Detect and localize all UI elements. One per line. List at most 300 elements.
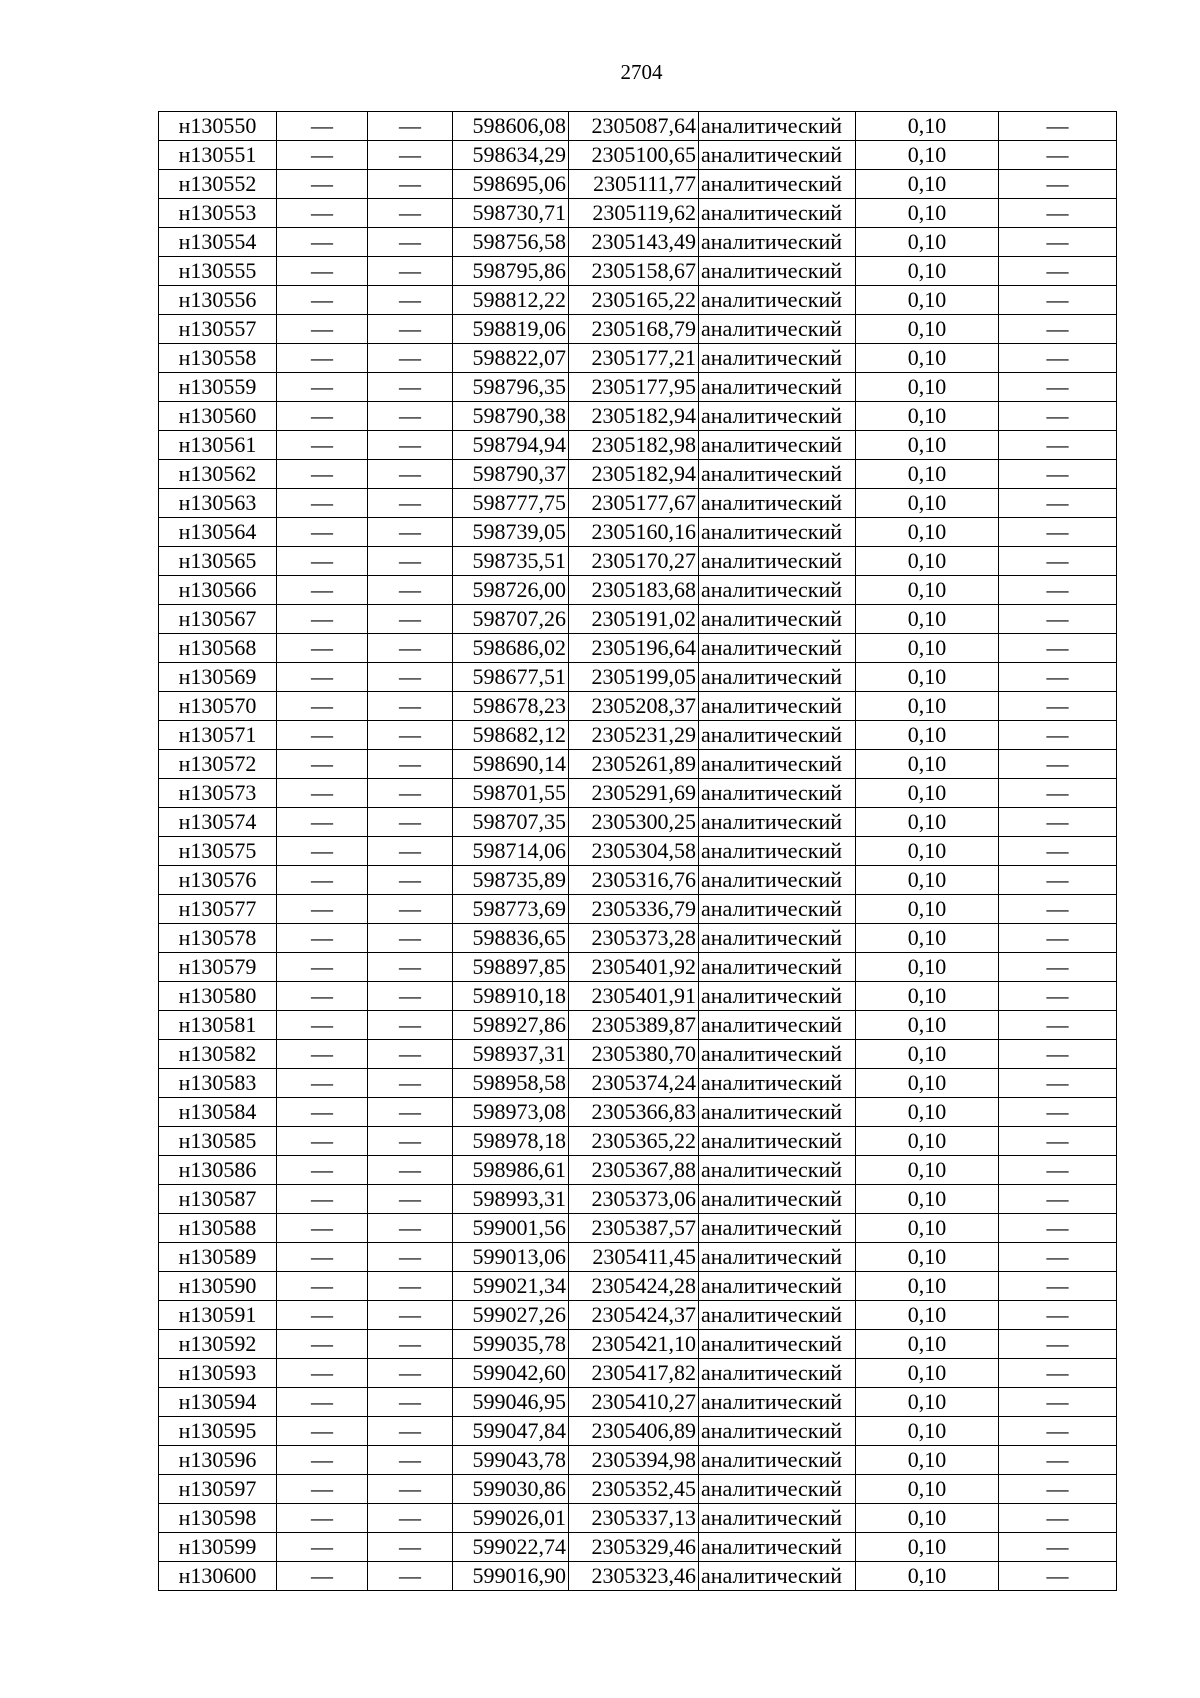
table-row bbox=[159, 518, 1117, 547]
dash-cell: — bbox=[277, 1504, 368, 1533]
method-cell: аналитический bbox=[699, 547, 856, 576]
point-name-cell: н130590 bbox=[159, 1272, 277, 1301]
accuracy-cell: 0,10 bbox=[856, 1533, 999, 1562]
method-cell: аналитический bbox=[699, 518, 856, 547]
point-name-cell: н130594 bbox=[159, 1388, 277, 1417]
dash-cell: — bbox=[368, 895, 453, 924]
dash-cell: — bbox=[999, 779, 1117, 808]
method-cell: аналитический bbox=[699, 634, 856, 663]
point-name-cell: н130580 bbox=[159, 982, 277, 1011]
dash-cell: — bbox=[277, 1040, 368, 1069]
dash-cell: — bbox=[368, 1040, 453, 1069]
y-coordinate-cell: 2305119,62 bbox=[569, 199, 699, 228]
dash-cell: — bbox=[999, 315, 1117, 344]
table-row bbox=[159, 1272, 1117, 1301]
accuracy-cell: 0,10 bbox=[856, 199, 999, 228]
dash-cell: — bbox=[277, 344, 368, 373]
table-row bbox=[159, 779, 1117, 808]
method-cell: аналитический bbox=[699, 286, 856, 315]
x-coordinate-cell: 598707,35 bbox=[453, 808, 569, 837]
method-cell: аналитический bbox=[699, 1156, 856, 1185]
x-coordinate-cell: 599047,84 bbox=[453, 1417, 569, 1446]
accuracy-cell: 0,10 bbox=[856, 373, 999, 402]
table-row bbox=[159, 866, 1117, 895]
accuracy-cell: 0,10 bbox=[856, 779, 999, 808]
dash-cell: — bbox=[999, 228, 1117, 257]
y-coordinate-cell: 2305365,22 bbox=[569, 1127, 699, 1156]
y-coordinate-cell: 2305300,25 bbox=[569, 808, 699, 837]
point-name-cell: н130565 bbox=[159, 547, 277, 576]
dash-cell: — bbox=[999, 721, 1117, 750]
accuracy-cell: 0,10 bbox=[856, 1243, 999, 1272]
point-name-cell: н130552 bbox=[159, 170, 277, 199]
y-coordinate-cell: 2305424,37 bbox=[569, 1301, 699, 1330]
point-name-cell: н130595 bbox=[159, 1417, 277, 1446]
accuracy-cell: 0,10 bbox=[856, 460, 999, 489]
table-row bbox=[159, 924, 1117, 953]
dash-cell: — bbox=[277, 1562, 368, 1591]
point-name-cell: н130582 bbox=[159, 1040, 277, 1069]
x-coordinate-cell: 599016,90 bbox=[453, 1562, 569, 1591]
y-coordinate-cell: 2305158,67 bbox=[569, 257, 699, 286]
y-coordinate-cell: 2305261,89 bbox=[569, 750, 699, 779]
method-cell: аналитический bbox=[699, 431, 856, 460]
x-coordinate-cell: 598686,02 bbox=[453, 634, 569, 663]
x-coordinate-cell: 598973,08 bbox=[453, 1098, 569, 1127]
table-row bbox=[159, 1069, 1117, 1098]
table-row bbox=[159, 1156, 1117, 1185]
point-name-cell: н130598 bbox=[159, 1504, 277, 1533]
dash-cell: — bbox=[999, 1011, 1117, 1040]
accuracy-cell: 0,10 bbox=[856, 1446, 999, 1475]
table-row bbox=[159, 228, 1117, 257]
dash-cell: — bbox=[277, 1475, 368, 1504]
point-name-cell: н130599 bbox=[159, 1533, 277, 1562]
dash-cell: — bbox=[277, 663, 368, 692]
dash-cell: — bbox=[368, 402, 453, 431]
x-coordinate-cell: 598812,22 bbox=[453, 286, 569, 315]
method-cell: аналитический bbox=[699, 663, 856, 692]
x-coordinate-cell: 599001,56 bbox=[453, 1214, 569, 1243]
point-name-cell: н130569 bbox=[159, 663, 277, 692]
dash-cell: — bbox=[999, 1330, 1117, 1359]
dash-cell: — bbox=[999, 808, 1117, 837]
dash-cell: — bbox=[277, 402, 368, 431]
dash-cell: — bbox=[999, 1098, 1117, 1127]
dash-cell: — bbox=[277, 1301, 368, 1330]
method-cell: аналитический bbox=[699, 779, 856, 808]
table-row bbox=[159, 199, 1117, 228]
y-coordinate-cell: 2305410,27 bbox=[569, 1388, 699, 1417]
dash-cell: — bbox=[999, 692, 1117, 721]
accuracy-cell: 0,10 bbox=[856, 1562, 999, 1591]
point-name-cell: н130583 bbox=[159, 1069, 277, 1098]
dash-cell: — bbox=[999, 1214, 1117, 1243]
method-cell: аналитический bbox=[699, 112, 856, 141]
accuracy-cell: 0,10 bbox=[856, 1214, 999, 1243]
accuracy-cell: 0,10 bbox=[856, 808, 999, 837]
x-coordinate-cell: 598714,06 bbox=[453, 837, 569, 866]
dash-cell: — bbox=[368, 1011, 453, 1040]
dash-cell: — bbox=[368, 112, 453, 141]
dash-cell: — bbox=[368, 141, 453, 170]
dash-cell: — bbox=[277, 1417, 368, 1446]
x-coordinate-cell: 598735,89 bbox=[453, 866, 569, 895]
dash-cell: — bbox=[999, 112, 1117, 141]
dash-cell: — bbox=[999, 953, 1117, 982]
y-coordinate-cell: 2305182,94 bbox=[569, 460, 699, 489]
point-name-cell: н130573 bbox=[159, 779, 277, 808]
y-coordinate-cell: 2305199,05 bbox=[569, 663, 699, 692]
point-name-cell: н130558 bbox=[159, 344, 277, 373]
x-coordinate-cell: 598707,26 bbox=[453, 605, 569, 634]
dash-cell: — bbox=[368, 1156, 453, 1185]
dash-cell: — bbox=[368, 1272, 453, 1301]
dash-cell: — bbox=[999, 373, 1117, 402]
x-coordinate-cell: 599022,74 bbox=[453, 1533, 569, 1562]
dash-cell: — bbox=[277, 199, 368, 228]
dash-cell: — bbox=[368, 1214, 453, 1243]
dash-cell: — bbox=[368, 634, 453, 663]
point-name-cell: н130570 bbox=[159, 692, 277, 721]
table-row bbox=[159, 1446, 1117, 1475]
point-name-cell: н130578 bbox=[159, 924, 277, 953]
dash-cell: — bbox=[999, 1127, 1117, 1156]
dash-cell: — bbox=[368, 1446, 453, 1475]
dash-cell: — bbox=[999, 489, 1117, 518]
dash-cell: — bbox=[277, 112, 368, 141]
dash-cell: — bbox=[277, 605, 368, 634]
dash-cell: — bbox=[368, 1504, 453, 1533]
accuracy-cell: 0,10 bbox=[856, 895, 999, 924]
dash-cell: — bbox=[368, 779, 453, 808]
dash-cell: — bbox=[999, 1272, 1117, 1301]
dash-cell: — bbox=[999, 1446, 1117, 1475]
method-cell: аналитический bbox=[699, 489, 856, 518]
point-name-cell: н130571 bbox=[159, 721, 277, 750]
point-name-cell: н130584 bbox=[159, 1098, 277, 1127]
x-coordinate-cell: 598756,58 bbox=[453, 228, 569, 257]
dash-cell: — bbox=[368, 315, 453, 344]
dash-cell: — bbox=[999, 1417, 1117, 1446]
point-name-cell: н130593 bbox=[159, 1359, 277, 1388]
dash-cell: — bbox=[999, 1562, 1117, 1591]
dash-cell: — bbox=[999, 1475, 1117, 1504]
accuracy-cell: 0,10 bbox=[856, 837, 999, 866]
dash-cell: — bbox=[368, 605, 453, 634]
dash-cell: — bbox=[368, 286, 453, 315]
y-coordinate-cell: 2305336,79 bbox=[569, 895, 699, 924]
dash-cell: — bbox=[999, 576, 1117, 605]
method-cell: аналитический bbox=[699, 373, 856, 402]
x-coordinate-cell: 598986,61 bbox=[453, 1156, 569, 1185]
table-row bbox=[159, 547, 1117, 576]
dash-cell: — bbox=[368, 257, 453, 286]
accuracy-cell: 0,10 bbox=[856, 1359, 999, 1388]
dash-cell: — bbox=[277, 1156, 368, 1185]
dash-cell: — bbox=[277, 1098, 368, 1127]
table-row bbox=[159, 576, 1117, 605]
method-cell: аналитический bbox=[699, 1040, 856, 1069]
accuracy-cell: 0,10 bbox=[856, 605, 999, 634]
table-row bbox=[159, 431, 1117, 460]
dash-cell: — bbox=[277, 953, 368, 982]
dash-cell: — bbox=[999, 257, 1117, 286]
table-row bbox=[159, 1098, 1117, 1127]
y-coordinate-cell: 2305087,64 bbox=[569, 112, 699, 141]
dash-cell: — bbox=[277, 1243, 368, 1272]
table-row bbox=[159, 1359, 1117, 1388]
accuracy-cell: 0,10 bbox=[856, 1301, 999, 1330]
dash-cell: — bbox=[277, 518, 368, 547]
x-coordinate-cell: 599043,78 bbox=[453, 1446, 569, 1475]
dash-cell: — bbox=[999, 518, 1117, 547]
method-cell: аналитический bbox=[699, 460, 856, 489]
y-coordinate-cell: 2305196,64 bbox=[569, 634, 699, 663]
table-row bbox=[159, 112, 1117, 141]
y-coordinate-cell: 2305182,98 bbox=[569, 431, 699, 460]
table-row bbox=[159, 315, 1117, 344]
dash-cell: — bbox=[277, 1069, 368, 1098]
dash-cell: — bbox=[368, 199, 453, 228]
y-coordinate-cell: 2305373,28 bbox=[569, 924, 699, 953]
dash-cell: — bbox=[368, 1359, 453, 1388]
point-name-cell: н130564 bbox=[159, 518, 277, 547]
dash-cell: — bbox=[999, 141, 1117, 170]
x-coordinate-cell: 599021,34 bbox=[453, 1272, 569, 1301]
table-row bbox=[159, 286, 1117, 315]
table-row bbox=[159, 1417, 1117, 1446]
dash-cell: — bbox=[999, 460, 1117, 489]
dash-cell: — bbox=[277, 1011, 368, 1040]
y-coordinate-cell: 2305352,45 bbox=[569, 1475, 699, 1504]
method-cell: аналитический bbox=[699, 1301, 856, 1330]
accuracy-cell: 0,10 bbox=[856, 141, 999, 170]
page-number: 2704 bbox=[620, 60, 663, 84]
dash-cell: — bbox=[368, 518, 453, 547]
table-row bbox=[159, 1301, 1117, 1330]
dash-cell: — bbox=[368, 1330, 453, 1359]
dash-cell: — bbox=[368, 547, 453, 576]
dash-cell: — bbox=[277, 721, 368, 750]
dash-cell: — bbox=[368, 460, 453, 489]
accuracy-cell: 0,10 bbox=[856, 344, 999, 373]
y-coordinate-cell: 2305111,77 bbox=[569, 170, 699, 199]
point-name-cell: н130566 bbox=[159, 576, 277, 605]
accuracy-cell: 0,10 bbox=[856, 1388, 999, 1417]
x-coordinate-cell: 598937,31 bbox=[453, 1040, 569, 1069]
table-row bbox=[159, 1533, 1117, 1562]
accuracy-cell: 0,10 bbox=[856, 1098, 999, 1127]
dash-cell: — bbox=[368, 344, 453, 373]
point-name-cell: н130589 bbox=[159, 1243, 277, 1272]
dash-cell: — bbox=[277, 750, 368, 779]
y-coordinate-cell: 2305304,58 bbox=[569, 837, 699, 866]
x-coordinate-cell: 598690,14 bbox=[453, 750, 569, 779]
accuracy-cell: 0,10 bbox=[856, 170, 999, 199]
dash-cell: — bbox=[277, 1533, 368, 1562]
dash-cell: — bbox=[277, 1330, 368, 1359]
dash-cell: — bbox=[368, 431, 453, 460]
dash-cell: — bbox=[368, 1533, 453, 1562]
dash-cell: — bbox=[277, 895, 368, 924]
point-name-cell: н130567 bbox=[159, 605, 277, 634]
y-coordinate-cell: 2305337,13 bbox=[569, 1504, 699, 1533]
x-coordinate-cell: 599035,78 bbox=[453, 1330, 569, 1359]
coordinates-table-body bbox=[159, 112, 1117, 1591]
dash-cell: — bbox=[999, 1533, 1117, 1562]
point-name-cell: н130560 bbox=[159, 402, 277, 431]
y-coordinate-cell: 2305231,29 bbox=[569, 721, 699, 750]
accuracy-cell: 0,10 bbox=[856, 750, 999, 779]
x-coordinate-cell: 598773,69 bbox=[453, 895, 569, 924]
point-name-cell: н130557 bbox=[159, 315, 277, 344]
dash-cell: — bbox=[368, 1388, 453, 1417]
point-name-cell: н130563 bbox=[159, 489, 277, 518]
dash-cell: — bbox=[368, 576, 453, 605]
table-row bbox=[159, 808, 1117, 837]
y-coordinate-cell: 2305143,49 bbox=[569, 228, 699, 257]
point-name-cell: н130579 bbox=[159, 953, 277, 982]
x-coordinate-cell: 598695,06 bbox=[453, 170, 569, 199]
method-cell: аналитический bbox=[699, 402, 856, 431]
dash-cell: — bbox=[277, 1214, 368, 1243]
point-name-cell: н130575 bbox=[159, 837, 277, 866]
dash-cell: — bbox=[999, 1040, 1117, 1069]
dash-cell: — bbox=[368, 489, 453, 518]
y-coordinate-cell: 2305387,57 bbox=[569, 1214, 699, 1243]
accuracy-cell: 0,10 bbox=[856, 1330, 999, 1359]
dash-cell: — bbox=[368, 750, 453, 779]
point-name-cell: н130581 bbox=[159, 1011, 277, 1040]
dash-cell: — bbox=[999, 866, 1117, 895]
x-coordinate-cell: 598958,58 bbox=[453, 1069, 569, 1098]
accuracy-cell: 0,10 bbox=[856, 286, 999, 315]
point-name-cell: н130553 bbox=[159, 199, 277, 228]
accuracy-cell: 0,10 bbox=[856, 692, 999, 721]
method-cell: аналитический bbox=[699, 808, 856, 837]
dash-cell: — bbox=[277, 866, 368, 895]
dash-cell: — bbox=[368, 1185, 453, 1214]
dash-cell: — bbox=[999, 605, 1117, 634]
dash-cell: — bbox=[999, 1359, 1117, 1388]
dash-cell: — bbox=[999, 1185, 1117, 1214]
accuracy-cell: 0,10 bbox=[856, 1127, 999, 1156]
x-coordinate-cell: 598678,23 bbox=[453, 692, 569, 721]
method-cell: аналитический bbox=[699, 982, 856, 1011]
x-coordinate-cell: 598606,08 bbox=[453, 112, 569, 141]
dash-cell: — bbox=[277, 489, 368, 518]
dash-cell: — bbox=[368, 1417, 453, 1446]
point-name-cell: н130597 bbox=[159, 1475, 277, 1504]
x-coordinate-cell: 598993,31 bbox=[453, 1185, 569, 1214]
method-cell: аналитический bbox=[699, 605, 856, 634]
y-coordinate-cell: 2305100,65 bbox=[569, 141, 699, 170]
dash-cell: — bbox=[999, 837, 1117, 866]
table-row bbox=[159, 1127, 1117, 1156]
dash-cell: — bbox=[277, 547, 368, 576]
point-name-cell: н130559 bbox=[159, 373, 277, 402]
dash-cell: — bbox=[999, 1504, 1117, 1533]
accuracy-cell: 0,10 bbox=[856, 721, 999, 750]
dash-cell: — bbox=[368, 1475, 453, 1504]
accuracy-cell: 0,10 bbox=[856, 982, 999, 1011]
point-name-cell: н130551 bbox=[159, 141, 277, 170]
table-row bbox=[159, 257, 1117, 286]
y-coordinate-cell: 2305329,46 bbox=[569, 1533, 699, 1562]
method-cell: аналитический bbox=[699, 1504, 856, 1533]
y-coordinate-cell: 2305380,70 bbox=[569, 1040, 699, 1069]
accuracy-cell: 0,10 bbox=[856, 1475, 999, 1504]
dash-cell: — bbox=[999, 199, 1117, 228]
x-coordinate-cell: 599042,60 bbox=[453, 1359, 569, 1388]
y-coordinate-cell: 2305177,21 bbox=[569, 344, 699, 373]
dash-cell: — bbox=[999, 634, 1117, 663]
x-coordinate-cell: 598790,37 bbox=[453, 460, 569, 489]
x-coordinate-cell: 598634,29 bbox=[453, 141, 569, 170]
dash-cell: — bbox=[277, 1359, 368, 1388]
table-row bbox=[159, 1185, 1117, 1214]
x-coordinate-cell: 598897,85 bbox=[453, 953, 569, 982]
y-coordinate-cell: 2305421,10 bbox=[569, 1330, 699, 1359]
method-cell: аналитический bbox=[699, 1011, 856, 1040]
method-cell: аналитический bbox=[699, 170, 856, 199]
method-cell: аналитический bbox=[699, 924, 856, 953]
point-name-cell: н130556 bbox=[159, 286, 277, 315]
y-coordinate-cell: 2305191,02 bbox=[569, 605, 699, 634]
dash-cell: — bbox=[277, 460, 368, 489]
method-cell: аналитический bbox=[699, 315, 856, 344]
method-cell: аналитический bbox=[699, 1562, 856, 1591]
y-coordinate-cell: 2305394,98 bbox=[569, 1446, 699, 1475]
dash-cell: — bbox=[368, 866, 453, 895]
dash-cell: — bbox=[277, 1446, 368, 1475]
dash-cell: — bbox=[368, 837, 453, 866]
dash-cell: — bbox=[277, 924, 368, 953]
y-coordinate-cell: 2305208,37 bbox=[569, 692, 699, 721]
accuracy-cell: 0,10 bbox=[856, 663, 999, 692]
y-coordinate-cell: 2305417,82 bbox=[569, 1359, 699, 1388]
y-coordinate-cell: 2305165,22 bbox=[569, 286, 699, 315]
dash-cell: — bbox=[999, 431, 1117, 460]
x-coordinate-cell: 598822,07 bbox=[453, 344, 569, 373]
accuracy-cell: 0,10 bbox=[856, 1417, 999, 1446]
accuracy-cell: 0,10 bbox=[856, 431, 999, 460]
table-row bbox=[159, 344, 1117, 373]
coordinates-table bbox=[158, 111, 1117, 1591]
accuracy-cell: 0,10 bbox=[856, 924, 999, 953]
y-coordinate-cell: 2305401,92 bbox=[569, 953, 699, 982]
table-row bbox=[159, 1243, 1117, 1272]
dash-cell: — bbox=[277, 808, 368, 837]
x-coordinate-cell: 598677,51 bbox=[453, 663, 569, 692]
table-row bbox=[159, 373, 1117, 402]
method-cell: аналитический bbox=[699, 750, 856, 779]
accuracy-cell: 0,10 bbox=[856, 576, 999, 605]
y-coordinate-cell: 2305170,27 bbox=[569, 547, 699, 576]
table-row bbox=[159, 1330, 1117, 1359]
point-name-cell: н130591 bbox=[159, 1301, 277, 1330]
method-cell: аналитический bbox=[699, 1098, 856, 1127]
table-row bbox=[159, 837, 1117, 866]
y-coordinate-cell: 2305367,88 bbox=[569, 1156, 699, 1185]
table-row bbox=[159, 750, 1117, 779]
method-cell: аналитический bbox=[699, 1214, 856, 1243]
method-cell: аналитический bbox=[699, 1069, 856, 1098]
x-coordinate-cell: 599026,01 bbox=[453, 1504, 569, 1533]
x-coordinate-cell: 598927,86 bbox=[453, 1011, 569, 1040]
dash-cell: — bbox=[277, 1388, 368, 1417]
